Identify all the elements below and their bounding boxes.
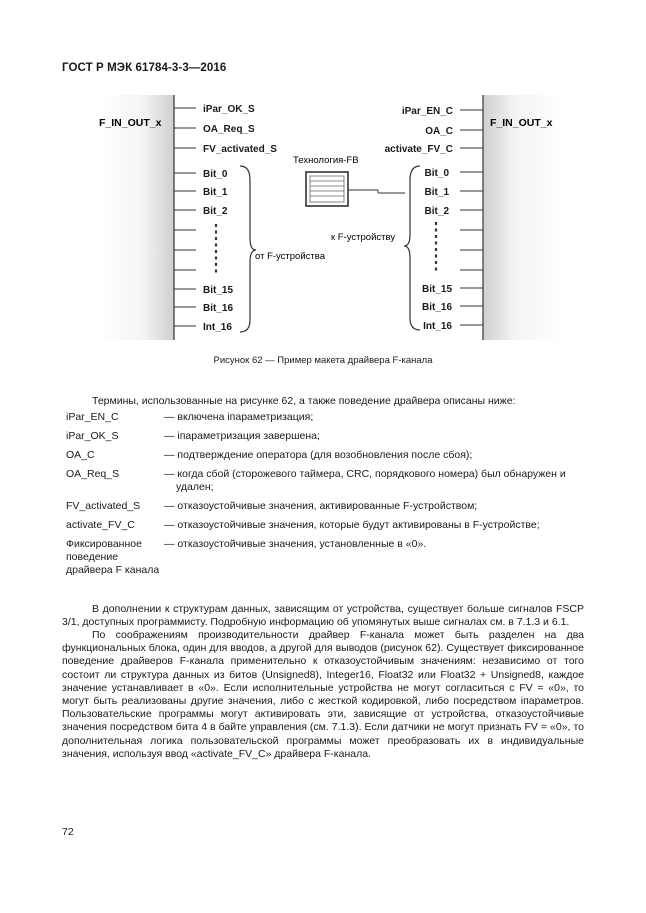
left-pin-label: Bit_16 xyxy=(203,303,234,314)
left-pin-label: iPar_OK_S xyxy=(203,104,255,115)
left-block-title: F_IN_OUT_x xyxy=(99,117,162,129)
right-pin-label: Int_16 xyxy=(423,321,452,332)
term-key: iPar_OK_S xyxy=(66,430,119,442)
left-pin-label: Bit_15 xyxy=(203,285,234,296)
left-function-block xyxy=(98,95,174,340)
term-row xyxy=(66,449,586,462)
right-pin-label: Bit_15 xyxy=(421,284,452,295)
right-block-title: F_IN_OUT_x xyxy=(490,117,553,129)
right-pin-label: Bit_16 xyxy=(421,302,452,313)
right-pin-lines xyxy=(460,110,483,325)
term-row xyxy=(66,430,586,443)
left-pin-label: Bit_1 xyxy=(203,187,228,198)
term-definition: — отказоустойчивые значения, активированные F-устройством; xyxy=(164,500,478,512)
right-pin-label: OA_C xyxy=(425,126,453,137)
document-header: ГОСТ Р МЭК 61784-3-3—2016 xyxy=(62,62,227,74)
right-pin-label: Bit_1 xyxy=(424,187,449,198)
right-pin-label: Bit_0 xyxy=(424,168,449,179)
term-key: FV_activated_S xyxy=(66,500,141,512)
left-pin-label: Bit_0 xyxy=(203,169,228,180)
left-pin-label: Bit_2 xyxy=(203,206,228,217)
term-row xyxy=(66,468,586,494)
terms-intro: Термины, использованные на рисунке 62, а также поведение драйвера описаны ниже: xyxy=(92,395,516,407)
term-definition: — отказоустойчивые значения, установленные в «0». xyxy=(164,538,427,550)
right-function-block xyxy=(483,95,563,340)
left-pin-label: OA_Req_S xyxy=(203,124,255,135)
technology-fb-box xyxy=(306,172,348,206)
term-key: OA_C xyxy=(66,449,95,461)
term-row xyxy=(66,519,586,532)
left-brace xyxy=(240,166,256,332)
body-paragraph: В дополнении к структурам данных, зависящим от устройства, существует больше сигналов FSCP 3/1, доступных программисту. Подробную информацию об упомянутых выше сигналах см. в 7.1.3 и 6.1. xyxy=(62,603,584,629)
term-definition: — iпараметризация завершена; xyxy=(164,430,320,442)
term-key: activate_FV_C xyxy=(66,519,135,531)
page-number: 72 xyxy=(62,826,74,838)
figure-62 xyxy=(0,80,646,340)
term-row xyxy=(66,500,586,513)
center-fb-label: Технология-FB xyxy=(293,155,359,166)
figure-caption: Рисунок 62 — Пример макета драйвера F-канала xyxy=(213,355,433,366)
left-pin-label: Int_16 xyxy=(203,322,232,333)
body-paragraph: По соображениям производительности драйвер F-канала может быть разделен на два функциональных блока, один для вводов, а другой для выводов (рисунок 62). Существует фиксированное поведение драйверов F-канала применительно к отказоустойчивым значениям: независимо от того состоит ли структура данных из битов (Unsigned8), Integer16, Float32 или Float32 + Unsigned8, каждое значение устанавливает в «0». Если исполнительные устройства не могут согласиться с FV = «0», то могут быть реализованы другие значения, либо с жесткой кодировкой, либо посредством iпараметров. Пользовательские программы могут активировать эти, зависящие от устройства, отказоустойчивые значения посредством бита 4 в байте управления (см. 7.1.3). Если датчики не могут признать FV = «0», то дополнительная логика пользовательской программы может преобразовать их в индивидуальные значения, используя ввод «activate_FV_C» драйвера F-канала. xyxy=(62,629,584,760)
right-brace xyxy=(404,166,420,330)
left-brace-label: от F-устройства xyxy=(255,251,325,262)
term-definition: — отказоустойчивые значения, которые будут активированы в F-устройстве; xyxy=(164,519,540,531)
term-key: Фиксированное поведение драйвера F канала xyxy=(66,538,160,576)
term-row xyxy=(66,538,586,577)
terms-list xyxy=(66,411,586,583)
left-pin-label: FV_activated_S xyxy=(203,144,277,155)
left-pin-lines xyxy=(174,108,196,326)
term-row xyxy=(66,411,586,424)
term-definition: — подтверждение оператора (для возобновления после сбоя); xyxy=(164,449,473,461)
term-key: OA_Req_S xyxy=(66,468,120,480)
term-definition: — включена iпараметризация; xyxy=(164,411,314,423)
term-definition: — когда сбой (сторожевого таймера, CRC, порядкового номера) был обнаружен и удален; xyxy=(164,468,566,493)
right-pin-label: Bit_2 xyxy=(424,206,449,217)
right-pin-label: activate_FV_C xyxy=(384,144,453,155)
right-pin-label: iPar_EN_C xyxy=(401,106,453,117)
right-brace-label: к F-устройству xyxy=(331,232,396,243)
term-key: iPar_EN_C xyxy=(66,411,119,423)
